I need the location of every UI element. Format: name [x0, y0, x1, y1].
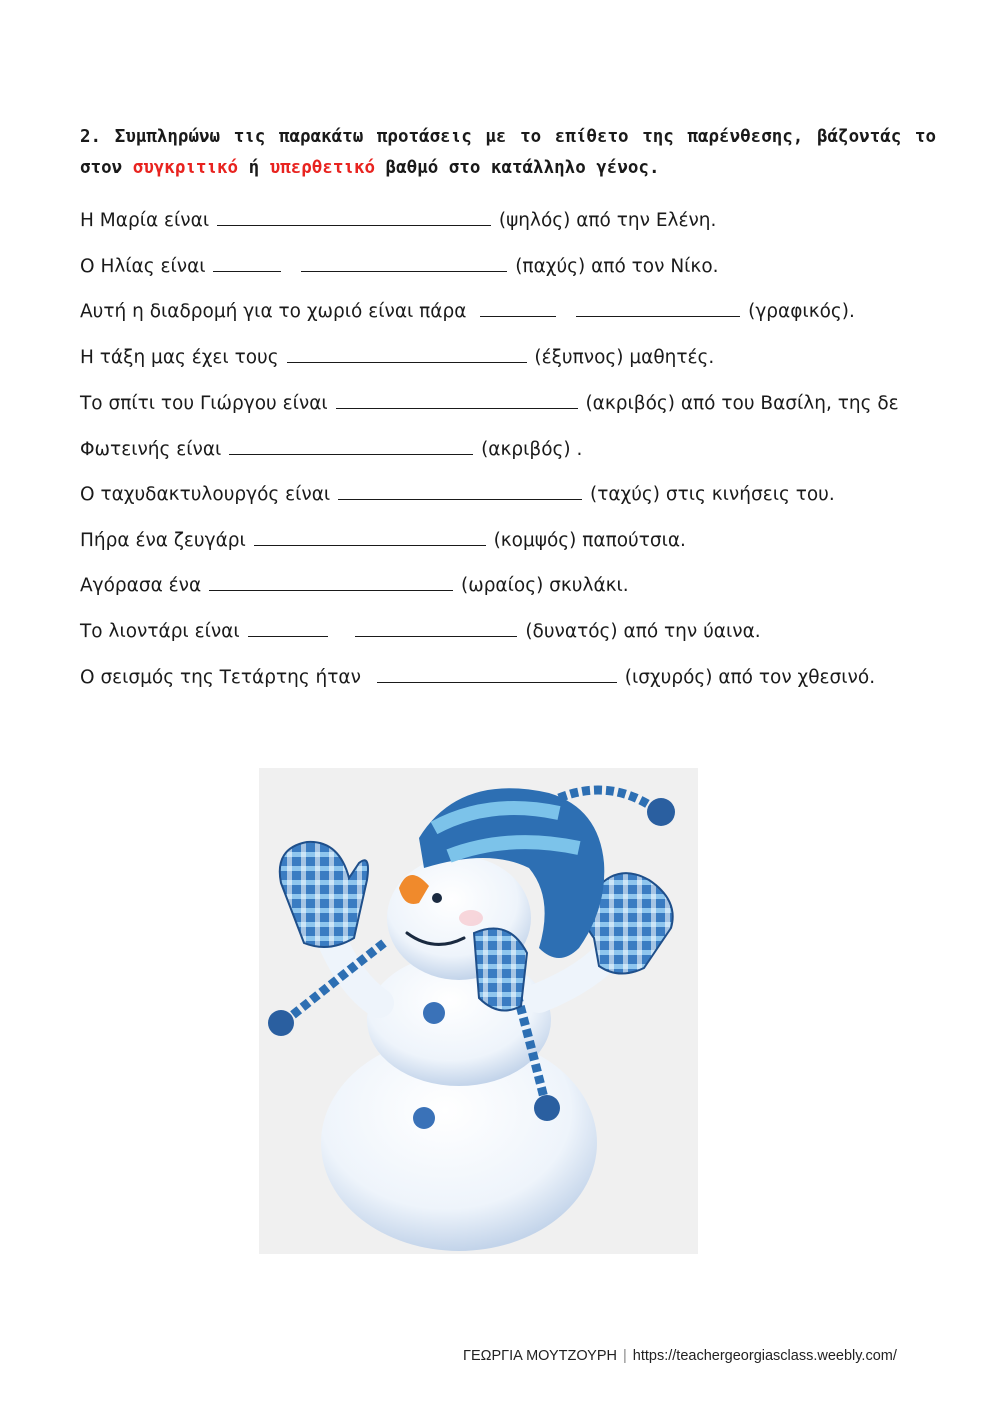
- sentence-6: [80, 436, 582, 464]
- sentence-1-end: (ψηλός) από την Ελένη.: [498, 210, 717, 231]
- instructions-text-3: βαθμό στο κατάλληλο γένος.: [375, 158, 660, 178]
- answer-blank-2b[interactable]: [301, 253, 507, 272]
- sentence-5: [80, 390, 899, 418]
- sentence-9: [80, 572, 629, 600]
- sentence-4-start: Η τάξη μας έχει τους: [80, 347, 279, 368]
- sentence-4: [80, 344, 714, 372]
- sentence-1-start: Η Μαρία είναι: [80, 210, 210, 231]
- sentence-8-start: Πήρα ένα ζευγάρι: [80, 530, 246, 551]
- sentence-10-start: Το λιοντάρι είναι: [80, 621, 240, 642]
- answer-blank-3b[interactable]: [576, 298, 740, 317]
- sentence-11: [80, 664, 875, 692]
- answer-blank-6[interactable]: [229, 436, 473, 455]
- sentence-2-end: (παχύς) από τον Νίκο.: [515, 256, 719, 277]
- sentence-7-start: Ο ταχυδακτυλουργός είναι: [80, 484, 331, 505]
- sentence-11-end: (ισχυρός) από τον χθεσινό.: [624, 667, 876, 688]
- sentence-2: [80, 253, 719, 281]
- snowman-icon: [259, 768, 698, 1254]
- sentence-3-start: Αυτή η διαδρομή για το χωριό είναι πάρα: [80, 301, 467, 322]
- sentence-7: [80, 481, 835, 509]
- answer-blank-5[interactable]: [336, 390, 578, 409]
- sentence-5-start: Το σπίτι του Γιώργου είναι: [80, 393, 328, 414]
- sentence-1: [80, 207, 716, 235]
- instructions-text-1: 2. Συμπληρώνω τις παρακάτω προτάσεις με το επίθετο της παρένθεσης, βάζοντάς το στον: [80, 127, 936, 178]
- sentence-8: [80, 527, 686, 555]
- snowman-illustration: [259, 768, 698, 1254]
- sentence-6-start: Φωτεινής είναι: [80, 439, 222, 460]
- comparative-keyword: συγκριτικό: [132, 158, 239, 178]
- footer-url-link[interactable]: https://teachergeorgiasclass.weebly.com/: [632, 1348, 897, 1364]
- answer-blank-11[interactable]: [377, 664, 617, 683]
- superlative-keyword: υπερθετικό: [269, 158, 376, 178]
- answer-blank-3a[interactable]: [480, 298, 556, 317]
- sentence-6-end: (ακριβός) .: [481, 439, 583, 460]
- sentence-9-end: (ωραίος) σκυλάκι.: [460, 575, 629, 596]
- sentence-2-start: Ο Ηλίας είναι: [80, 256, 206, 277]
- sentence-11-start: Ο σεισμός της Τετάρτης ήταν: [80, 667, 361, 688]
- instructions-text-2: ή: [238, 158, 270, 178]
- answer-blank-1[interactable]: [217, 207, 491, 226]
- answer-blank-4[interactable]: [287, 344, 527, 363]
- sentence-4-end: (έξυπνος) μαθητές.: [534, 347, 715, 368]
- answer-blank-8[interactable]: [254, 527, 486, 546]
- sentence-3-end: (γραφικός).: [748, 301, 855, 322]
- footer-author: ΓΕΩΡΓΙΑ ΜΟΥΤΖΟΥΡΗ: [463, 1348, 617, 1364]
- sentence-7-end: (ταχύς) στις κινήσεις του.: [589, 484, 835, 505]
- answer-blank-10b[interactable]: [355, 618, 517, 637]
- sentence-8-end: (κομψός) παπούτσια.: [493, 530, 686, 551]
- footer-separator: |: [623, 1348, 627, 1364]
- sentence-5-end: (ακριβός) από του Βασίλη, της δε: [585, 393, 899, 414]
- sentence-9-start: Αγόρασα ένα: [80, 575, 202, 596]
- sentence-10: [80, 618, 761, 646]
- footer-credit: [463, 1348, 897, 1364]
- answer-blank-7[interactable]: [338, 481, 582, 500]
- answer-blank-10a[interactable]: [248, 618, 328, 637]
- instructions-heading: [80, 122, 936, 184]
- answer-blank-9[interactable]: [209, 572, 453, 591]
- sentence-10-end: (δυνατός) από την ύαινα.: [525, 621, 761, 642]
- answer-blank-2a[interactable]: [213, 253, 281, 272]
- sentence-3: [80, 298, 855, 326]
